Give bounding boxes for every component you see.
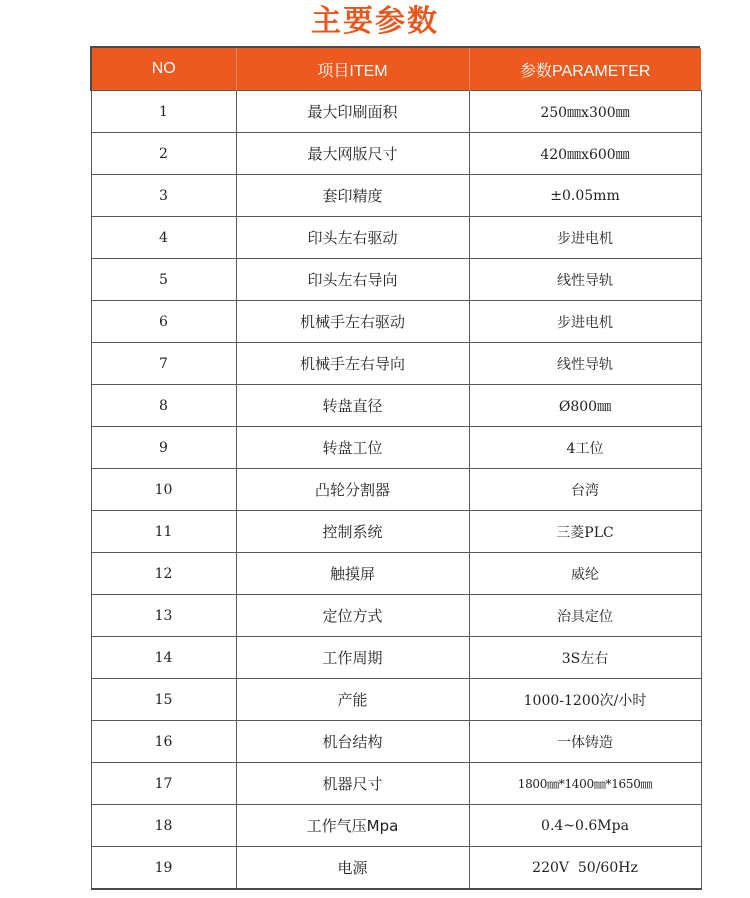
row-item: 电源 xyxy=(236,847,469,890)
row-number: 15 xyxy=(91,679,236,721)
table-header xyxy=(91,48,701,91)
row-item: 机器尺寸 xyxy=(236,763,469,805)
row-number: 7 xyxy=(91,343,236,385)
row-value: 线性导轨 xyxy=(469,259,701,301)
row-item: 转盘工位 xyxy=(236,427,469,469)
row-item: 机械手左右驱动 xyxy=(236,301,469,343)
row-number: 11 xyxy=(91,511,236,553)
row-value: 威纶 xyxy=(469,553,701,595)
row-number: 9 xyxy=(91,427,236,469)
row-number: 19 xyxy=(91,847,236,890)
table-row xyxy=(91,595,701,637)
row-value: 治具定位 xyxy=(469,595,701,637)
table-row xyxy=(91,805,701,847)
table-row xyxy=(91,259,701,301)
row-item: 印头左右导向 xyxy=(236,259,469,301)
row-item: 机械手左右导向 xyxy=(236,343,469,385)
row-item: 最大印刷面积 xyxy=(236,91,469,133)
row-number: 16 xyxy=(91,721,236,763)
row-value: 4工位 xyxy=(469,427,701,469)
row-item: 印头左右驱动 xyxy=(236,217,469,259)
row-item: 转盘直径 xyxy=(236,385,469,427)
row-value: 420㎜x600㎜ xyxy=(469,133,701,175)
row-value: 一体铸造 xyxy=(469,721,701,763)
row-item: 工作周期 xyxy=(236,637,469,679)
row-number: 6 xyxy=(91,301,236,343)
row-item: 套印精度 xyxy=(236,175,469,217)
row-value: 220V 50/60Hz xyxy=(469,847,701,890)
row-number: 1 xyxy=(91,91,236,133)
table-row xyxy=(91,133,701,175)
table-row xyxy=(91,175,701,217)
row-value: 步进电机 xyxy=(469,217,701,259)
header-item: 项目ITEM xyxy=(236,48,469,91)
header-row xyxy=(91,48,701,91)
row-value: ±0.05mm xyxy=(469,175,701,217)
row-item: 触摸屏 xyxy=(236,553,469,595)
row-value: 0.4~0.6Mpa xyxy=(469,805,701,847)
row-number: 17 xyxy=(91,763,236,805)
row-value: 台湾 xyxy=(469,469,701,511)
row-item: 控制系统 xyxy=(236,511,469,553)
row-number: 12 xyxy=(91,553,236,595)
table-row xyxy=(91,427,701,469)
row-value: 线性导轨 xyxy=(469,343,701,385)
row-value: 三菱PLC xyxy=(469,511,701,553)
row-item: 最大网版尺寸 xyxy=(236,133,469,175)
row-number: 14 xyxy=(91,637,236,679)
header-parameter: 参数PARAMETER xyxy=(469,48,701,91)
row-number: 13 xyxy=(91,595,236,637)
row-number: 4 xyxy=(91,217,236,259)
row-number: 18 xyxy=(91,805,236,847)
table-row xyxy=(91,91,701,133)
row-value: 步进电机 xyxy=(469,301,701,343)
row-value: Ø800㎜ xyxy=(469,385,701,427)
table-row xyxy=(91,847,701,890)
table-row xyxy=(91,217,701,259)
table-row xyxy=(91,511,701,553)
row-value: 1800㎜*1400㎜*1650㎜ xyxy=(469,763,701,805)
row-number: 8 xyxy=(91,385,236,427)
row-value: 1000-1200次/小时 xyxy=(469,679,701,721)
row-value: 3S左右 xyxy=(469,637,701,679)
table-row xyxy=(91,301,701,343)
table-row xyxy=(91,343,701,385)
table-row xyxy=(91,679,701,721)
row-item: 机台结构 xyxy=(236,721,469,763)
row-item: 凸轮分割器 xyxy=(236,469,469,511)
table-row xyxy=(91,721,701,763)
page-title: 主要参数 xyxy=(311,4,439,39)
header-no: NO xyxy=(91,48,236,91)
row-number: 3 xyxy=(91,175,236,217)
row-number: 2 xyxy=(91,133,236,175)
table-row xyxy=(91,553,701,595)
parameter-table xyxy=(90,48,702,890)
table-body xyxy=(91,91,701,890)
row-item: 产能 xyxy=(236,679,469,721)
row-item: 定位方式 xyxy=(236,595,469,637)
table-row xyxy=(91,637,701,679)
table-row xyxy=(91,385,701,427)
table-row xyxy=(91,469,701,511)
row-number: 10 xyxy=(91,469,236,511)
table-row xyxy=(91,763,701,805)
row-value: 250㎜x300㎜ xyxy=(469,91,701,133)
row-number: 5 xyxy=(91,259,236,301)
row-item: 工作气压Mpa xyxy=(236,805,469,847)
